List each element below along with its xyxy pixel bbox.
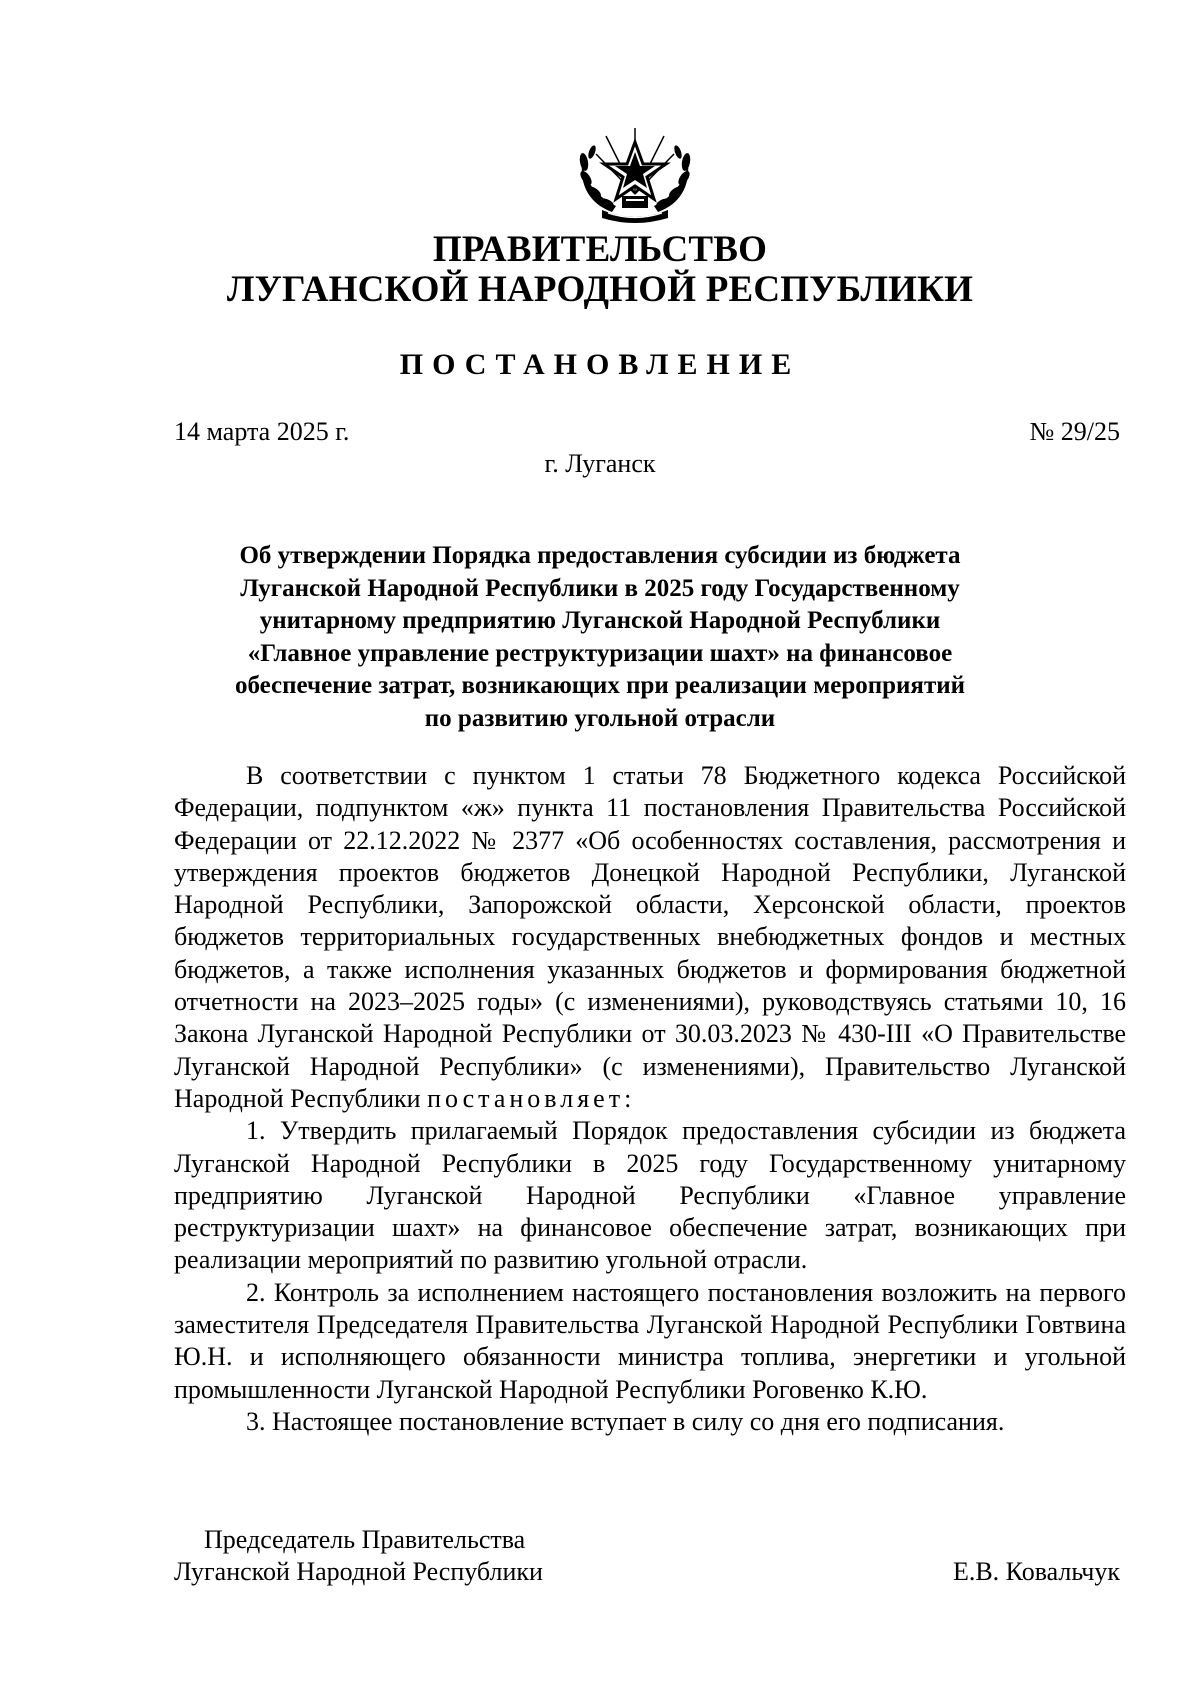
- clause-2: 2. Контроль за исполнением настоящего постановления возложить на первого заместителя Председателя Правительства Луганской Народной Республики Говтвина Ю.Н. и исполняющего обязанности министра топлива, энергетики и угольной промышленности Луганской Народной Республики Роговенко К.Ю.: [174, 1277, 1126, 1404]
- subject-line: Об утверждении Порядка предоставления субсидии из бюджета: [239, 542, 961, 569]
- preamble-text: В соответствии с пунктом 1 статьи 78 Бюджетного кодекса Российской Федерации, подпунктом «ж» пункта 11 постановления Правительства Российской Федерации от 22.12.2022 № 2377 «Об особенностях составления, рассмотрения и утверждения проектов бюджетов Донецкой Народной Республики, Луганской Народной Республики, Запорожской области, Херсонской области, проектов бюджетов территориальных государственных внебюджетных фондов и местных бюджетов, а также исполнения указанных бюджетов и формирования бюджетной отчетности на 2023–2025 годы» (с изменениями), руководствуясь статьями 10, 16 Закона Луганской Народной Республики от 30.03.2023 № 430-III «О Правительстве Луганской Народной Республики» (с изменениями), Правительство Луганской Народной Республики: [174, 761, 1126, 1113]
- clause-1: 1. Утвердить прилагаемый Порядок предоставления субсидии из бюджета Луганской Народной Республики в 2025 году Государственному унитарному предприятию Луганской Народной Республики «Главное управление реструктуризации шахт» на финансовое обеспечение затрат, возникающих при реализации мероприятий по развитию угольной отрасли.: [174, 1116, 1126, 1275]
- clause-3: 3. Настоящее постановление вступает в силу со дня его подписания.: [246, 1406, 1005, 1436]
- subject-line: по развитию угольной отрасли: [424, 704, 776, 732]
- coat-of-arms-emblem: [572, 124, 698, 226]
- subject-line: «Главное управление реструктуризации шахт» на финансовое: [247, 639, 953, 667]
- document-subject: [170, 540, 1030, 735]
- decree-word: постановляет:: [427, 1083, 636, 1113]
- document-number: № 29/25: [1029, 417, 1120, 446]
- signatory-position: Председатель Правительства: [204, 1525, 526, 1554]
- document-date: 14 марта 2025 г.: [174, 417, 350, 446]
- signatory-position-line2: Луганской Народной Республики: [174, 1557, 543, 1586]
- document-type: ПОСТАНОВЛЕНИЕ: [399, 348, 801, 381]
- government-subtitle: ЛУГАНСКОЙ НАРОДНОЙ РЕСПУБЛИКИ: [226, 269, 974, 310]
- subject-line: Луганской Народной Республики в 2025 году Государственному: [240, 574, 960, 602]
- subject-line: обеспечение затрат, возникающих при реализации мероприятий: [234, 672, 966, 699]
- preamble-paragraph: [174, 760, 1126, 1115]
- document-body: [174, 760, 1126, 1438]
- subject-line: унитарному предприятию Луганской Народной Республики: [259, 607, 941, 634]
- document-city: г. Луганск: [544, 449, 656, 478]
- government-title: ПРАВИТЕЛЬСТВО: [432, 229, 768, 270]
- signatory-name: Е.В. Ковальчук: [952, 1557, 1120, 1586]
